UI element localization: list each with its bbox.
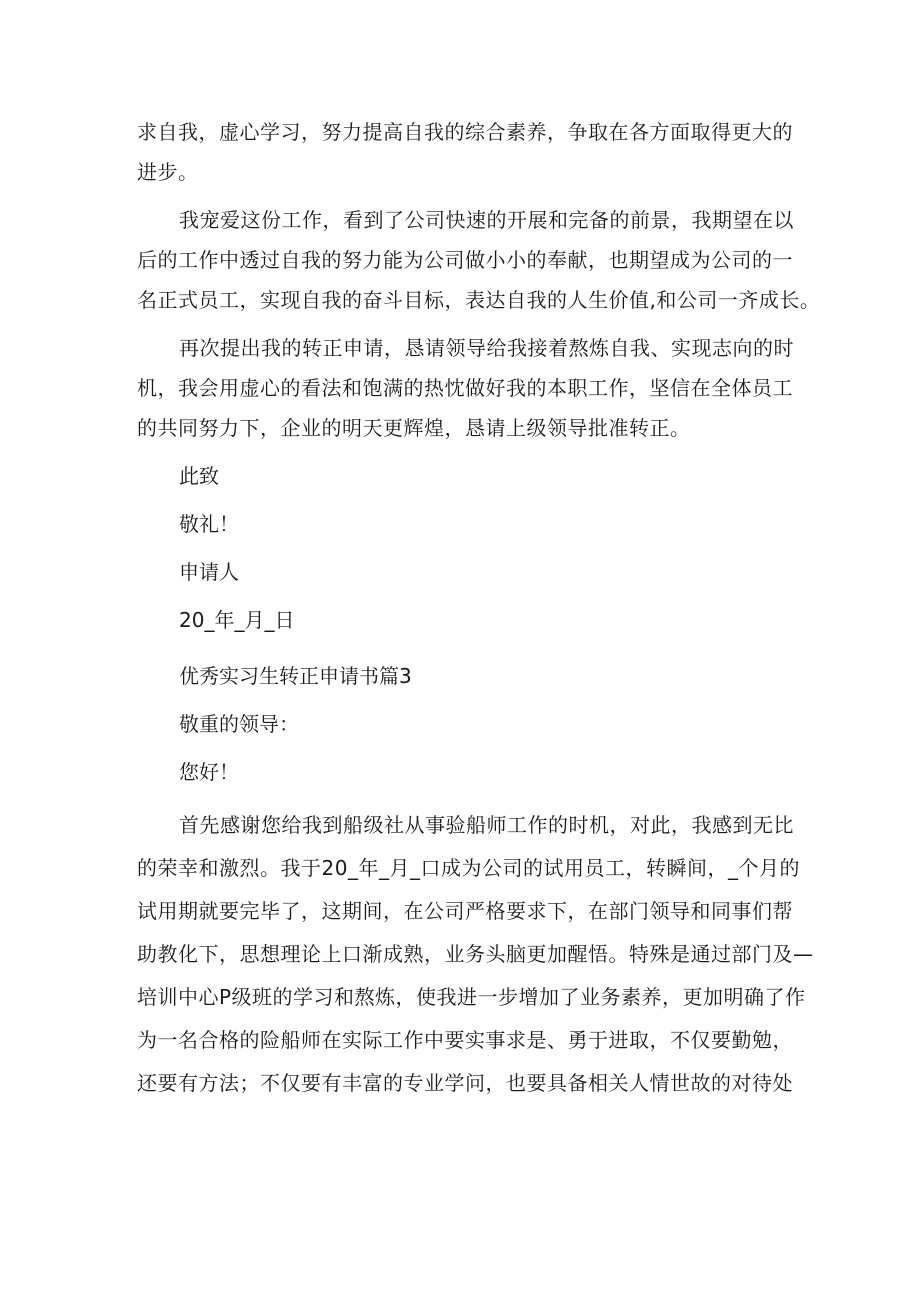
paragraph-thanks: [137, 804, 814, 1105]
text-line: 求自我，虚心学习，努力提高自我的综合素养，争取在各方面取得更大的: [137, 120, 793, 144]
section-title: 优秀实习生转正申请书篇3: [179, 664, 412, 688]
document-body: [137, 112, 821, 1113]
text-line: 再次提出我的转正申请，恳请领导给我接着熬炼自我、实现志向的时: [179, 336, 794, 360]
paragraph-continuation: [137, 112, 797, 192]
applicant-label: 申请人: [179, 560, 239, 584]
date-line: 20_年_月_日: [179, 608, 295, 632]
text-line: 名正式员工，实现自我的奋斗目标，表达自我的人生价值,和公司一齐成长。: [137, 288, 821, 312]
closing-ci-zhi: 此致: [179, 464, 219, 488]
text-line: 助教化下，思想理论上口渐成熟，业务头脑更加醒悟。特殊是通过部门及—: [137, 942, 814, 966]
paragraph-request-again: [137, 328, 797, 448]
text-line: 的荣幸和激烈。我于20_年_月_口成为公司的试用员工，转瞬间，_个月的: [137, 856, 800, 880]
text-line: 还要有方法；不仅要有丰富的专业学问，也要具备相关人情世故的对待处: [137, 1071, 793, 1095]
text-line: 机，我会用虚心的看法和饱满的热忱做好我的本职工作，坚信在全体员工: [137, 376, 793, 400]
greeting-hello: 您好！: [179, 760, 239, 784]
text-line: 培训中心P级班的学习和熬炼，使我进一步增加了业务素养，更加明确了作: [137, 985, 806, 1009]
paragraph-love-work: [137, 200, 821, 320]
text-line: 的共同努力下，企业的明天更辉煌，恳请上级领导批准转正。: [137, 416, 691, 440]
text-line: 为一名合格的险船师在实际工作中要实事求是、勇于进取，不仅要勤勉，: [137, 1028, 793, 1052]
closing-jing-li: 敬礼！: [179, 512, 239, 536]
text-line: 首先感谢您给我到船级社从事验船师工作的时机，对此，我感到无比: [179, 813, 794, 837]
salutation: 敬重的领导：: [179, 712, 299, 736]
text-line: 进步。: [137, 160, 199, 184]
text-line: 后的工作中透过自我的努力能为公司做小小的奉献，也期望成为公司的一: [137, 248, 793, 272]
text-line: 我宠爱这份工作，看到了公司快速的开展和完备的前景，我期望在以: [179, 208, 794, 232]
text-line: 试用期就要完毕了，这期间，在公司严格要求下，在部门领导和同事们帮: [137, 899, 793, 923]
